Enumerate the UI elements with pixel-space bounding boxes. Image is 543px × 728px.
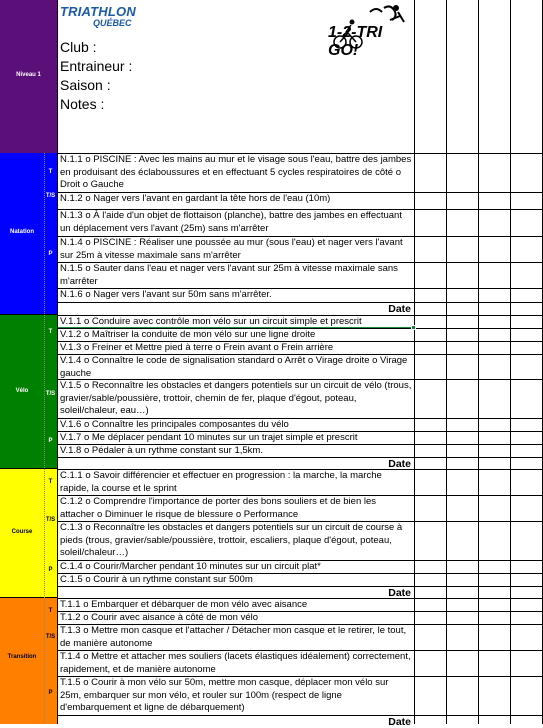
divider xyxy=(414,715,543,716)
divider xyxy=(414,354,543,355)
entraineur-field: Entraineur : xyxy=(60,58,133,74)
divider xyxy=(414,418,543,419)
divider xyxy=(414,495,543,496)
list-item: N.1.1 o PISCINE : Avec les mains au mur et le visage sous l'eau, battre des jambes en produisant des éclaboussures et en effectuant 5 cycles respiratoires de côté o Droit o Gauche xyxy=(57,153,414,192)
club-field: Club : xyxy=(60,39,97,55)
natation-sub-t: T xyxy=(48,169,53,175)
header-area xyxy=(0,0,414,154)
divider xyxy=(414,611,543,612)
divider xyxy=(57,0,58,724)
divider xyxy=(414,624,543,625)
list-item: T.1.1 o Embarquer et débarquer de mon vélo avec aisance xyxy=(57,598,414,611)
list-item: T.1.2 o Courir avec aisance à côté de mon vélo xyxy=(57,611,414,624)
triathlon-quebec-logo xyxy=(60,5,136,28)
niveau-band xyxy=(0,0,57,153)
natation-date: Date xyxy=(57,302,414,315)
divider xyxy=(414,302,543,303)
niveau-label: Niveau 1 xyxy=(16,72,41,78)
list-item: V.1.7 o Me déplacer pendant 10 minutes sur un trajet simple et prescrit xyxy=(57,431,414,444)
list-item: V.1.4 o Connaître le code de signalisation standard o Arrêt o Virage droite o Virage gauche xyxy=(57,354,414,379)
saison-field: Saison : xyxy=(60,77,111,93)
transition-sub-ts: T/S xyxy=(45,634,56,640)
course-sub-ts: T/S xyxy=(45,517,56,523)
natation-label: Natation xyxy=(10,229,34,235)
list-item: T.1.3 o Mettre mon casque et l'attacher / Détacher mon casque et le retirer, le tout, de manière autonome xyxy=(57,624,414,650)
brand-logo xyxy=(326,2,410,58)
list-item: C.1.4 o Courir/Marcher pendant 10 minutes sur un circuit plat* xyxy=(57,560,414,573)
course-date: Date xyxy=(57,586,414,598)
divider xyxy=(414,341,543,342)
list-item: N.1.6 o Nager vers l'avant sur 50m sans m'arrêter. xyxy=(57,288,414,302)
logo-top-text: TRIATHLON xyxy=(60,4,136,19)
notes-field: Notes : xyxy=(60,96,105,112)
divider xyxy=(414,573,543,574)
list-item: V.1.5 o Reconnaître les obstacles et dangers potentiels sur un circuit de vélo (trous, gravier/sable/poussière, trottoir, chemin de fer, plaque d'égout, poteau, soleil/chaleur, eau…) xyxy=(57,379,414,418)
divider xyxy=(414,153,543,154)
transition-sub-p: P xyxy=(48,690,53,696)
divider xyxy=(414,676,543,677)
divider xyxy=(414,598,543,599)
divider xyxy=(414,444,543,445)
list-item: N.1.4 o PISCINE : Réaliser une poussée au mur (sous l'eau) et nager vers l'avant sur 25m à vitesse maximale sans m'arrêter xyxy=(57,236,414,262)
list-item: T.1.5 o Courir à mon vélo sur 50m, mettre mon casque, déplacer mon vélo sur 25m, embarquer sur mon vélo, et rouler sur 100m (respect de ligne d'embarquement et ligne de débarquement) xyxy=(57,676,414,715)
logo-bottom-text: QUÉBEC xyxy=(93,18,132,28)
course-label: Course xyxy=(11,529,33,535)
natation-sub-p: P xyxy=(48,251,53,257)
divider xyxy=(478,0,479,724)
divider xyxy=(44,153,45,724)
divider xyxy=(414,431,543,432)
natation-sub-ts: T/S xyxy=(45,193,56,199)
brand-text: 1-2-TRI GO! xyxy=(328,24,383,59)
list-item: C.1.5 o Courir à un rythme constant sur 500m xyxy=(57,573,414,586)
divider xyxy=(414,192,543,193)
divider xyxy=(414,288,543,289)
divider xyxy=(510,0,511,724)
velo-band xyxy=(0,315,57,469)
list-item: T.1.4 o Mettre et attacher mes souliers (lacets élastiques idéalement) correctement, rapidement, et de manière autonome xyxy=(57,650,414,676)
velo-sub-ts: T/S xyxy=(45,391,56,397)
divider xyxy=(414,650,543,651)
divider xyxy=(414,0,415,724)
selection-handle[interactable] xyxy=(411,325,416,330)
divider xyxy=(414,315,543,316)
course-sub-t: T xyxy=(48,479,53,485)
divider xyxy=(446,0,447,724)
list-item: V.1.3 o Freiner et Mettre pied à terre o Frein avant o Frein arrière xyxy=(57,341,414,354)
velo-sub-p: P xyxy=(48,438,53,444)
transition-sub-t: T xyxy=(48,608,53,614)
velo-date: Date xyxy=(57,457,414,469)
list-item: N.1.5 o Sauter dans l'eau et nager vers l'avant sur 25m à vitesse maximale sans m'arrêter xyxy=(57,262,414,288)
divider xyxy=(414,236,543,237)
course-sub-p: P xyxy=(48,567,53,573)
list-item: V.1.1 o Conduire avec contrôle mon vélo sur un circuit simple et prescrit xyxy=(57,315,414,328)
list-item: C.1.1 o Savoir différencier et effectuer en progression : la marche, la marche rapide, la course et le sprint xyxy=(57,469,414,495)
velo-label: Vélo xyxy=(15,388,29,394)
divider xyxy=(414,209,543,210)
transition-date: Date xyxy=(57,715,414,727)
divider xyxy=(414,379,543,380)
divider xyxy=(414,262,543,263)
divider xyxy=(414,328,543,329)
list-item: V.1.6 o Connaître les principales composantes du vélo xyxy=(57,418,414,431)
list-item: N.1.2 o Nager vers l'avant en gardant la tête hors de l'eau (10m) xyxy=(57,192,414,209)
list-item: V.1.2 o Maîtriser la conduite de mon vélo sur une ligne droite xyxy=(57,328,414,341)
divider xyxy=(414,457,543,458)
list-item: N.1.3 o À l'aide d'un objet de flottaison (planche), battre des jambes en effectuant un déplacement vers l'avant (25m) sans m'arrêter xyxy=(57,209,414,236)
divider xyxy=(414,469,543,470)
transition-label: Transition xyxy=(7,654,37,660)
natation-band xyxy=(0,153,57,315)
transition-band xyxy=(0,598,57,724)
divider xyxy=(414,521,543,522)
course-band xyxy=(0,469,57,598)
list-item: V.1.8 o Pédaler à un rythme constant sur 1,5km. xyxy=(57,444,414,457)
list-item: C.1.2 o Comprendre l'importance de porter des bons souliers et de bien les attacher o Diminuer le risque de blessure o Performance xyxy=(57,495,414,521)
velo-sub-t: T xyxy=(48,329,53,335)
list-item: C.1.3 o Reconnaître les obstacles et dangers potentiels sur un circuit de course à pieds (trous, gravier/sable/poussière, trottoir, escaliers, plaque d'égout, poteau, soleil/chaleur…) xyxy=(57,521,414,560)
divider xyxy=(414,586,543,587)
divider xyxy=(414,560,543,561)
